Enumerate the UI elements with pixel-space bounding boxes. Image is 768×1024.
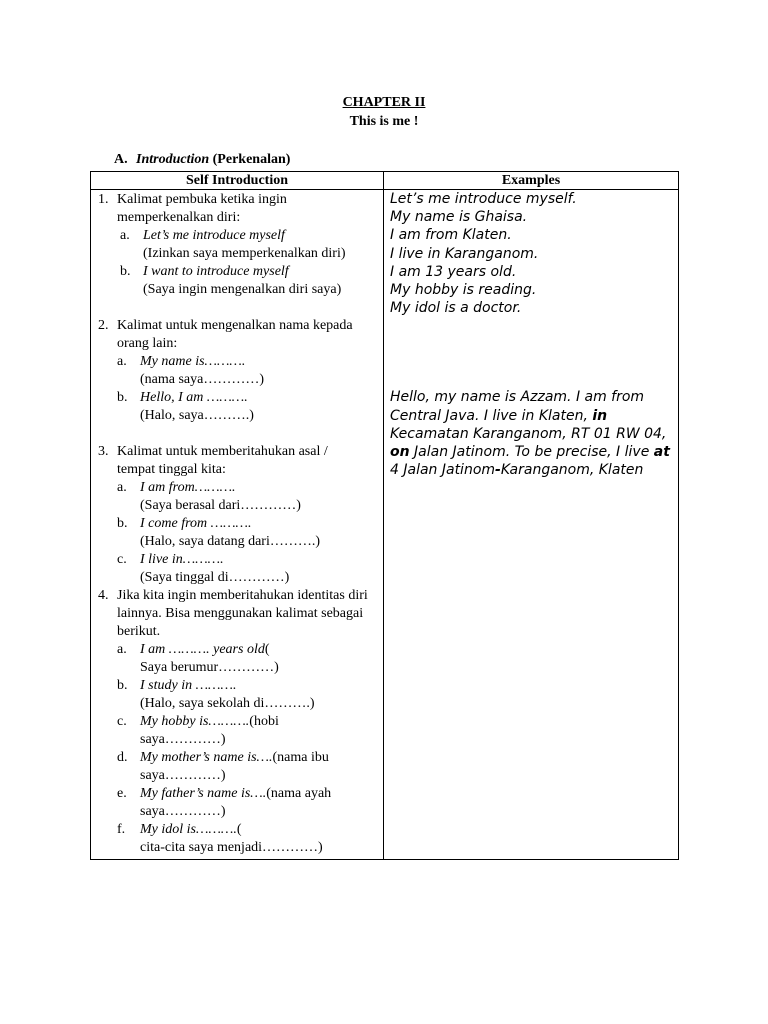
list-item [91, 191, 383, 227]
sub-indonesian: (Halo, saya datang dari……….) [140, 534, 320, 549]
paragraph-text: Jalan Jatinom. To be precise, I live [409, 444, 654, 461]
sub-letter: b. [117, 516, 128, 531]
sub-item [91, 551, 383, 587]
sub-english: My hobby is………. [140, 714, 250, 729]
sub-item [91, 641, 383, 677]
sub-letter: a. [120, 228, 130, 243]
sub-english: I want to introduce myself [143, 264, 289, 279]
sub-indonesian: saya…………) [140, 804, 226, 819]
sub-item [91, 515, 383, 551]
sub-english: Hello, I am ………. [140, 390, 248, 405]
sub-english: I come from ………. [140, 516, 252, 531]
item-text: Kalimat untuk memberitahukan asal / tempat tinggal kita: [117, 444, 328, 477]
sub-indonesian: (nama saya…………) [140, 372, 265, 387]
paragraph-text: Kecamatan Karanganom, RT 01 RW 04, [390, 425, 667, 442]
list-item [91, 443, 383, 479]
sub-english-tail: ( [264, 642, 270, 657]
item-number: 1. [98, 192, 109, 207]
sub-item [91, 263, 383, 299]
sub-indonesian: Saya berumur…………) [140, 660, 279, 675]
sub-letter: a. [117, 480, 127, 495]
preposition-at: at [653, 444, 670, 461]
sub-letter: b. [117, 678, 128, 693]
sub-letter: b. [117, 390, 128, 405]
paragraph-dash: - [495, 462, 501, 479]
section-title-italic: Introduction [136, 152, 210, 167]
sub-indonesian: (Saya berasal dari…………) [140, 498, 301, 513]
sub-indonesian: saya…………) [140, 732, 226, 747]
sub-letter: b. [120, 264, 131, 279]
sub-english: I study in ………. [140, 678, 237, 693]
sub-indonesian: saya…………) [140, 768, 226, 783]
table-header-row [91, 172, 679, 190]
example-line: I am 13 years old. [390, 263, 517, 280]
example-paragraph [390, 388, 674, 479]
preposition-on: on [390, 444, 410, 461]
list-item [91, 317, 383, 353]
section-heading [114, 151, 290, 169]
sub-english: Let’s me introduce myself [143, 228, 285, 243]
example-line: I live in Karanganom. [390, 245, 539, 262]
sub-english: I live in………. [140, 552, 224, 567]
introduction-table [90, 171, 679, 860]
sub-letter: d. [117, 750, 128, 765]
sub-letter: e. [117, 786, 127, 801]
sub-english: My father’s name is…. [140, 786, 267, 801]
sub-indonesian: cita-cita saya menjadi…………) [140, 840, 323, 855]
example-line: My hobby is reading. [390, 282, 537, 299]
chapter-title: CHAPTER II [342, 95, 426, 110]
sub-item [91, 821, 383, 857]
example-line: I am from Klaten. [390, 227, 512, 244]
item-text: Kalimat pembuka ketika ingin memperkenalkan diri: [117, 192, 287, 225]
sub-english: My idol is………. [140, 822, 237, 837]
item-number: 4. [98, 588, 109, 603]
header-examples: Examples [384, 172, 679, 190]
sub-letter: a. [117, 354, 127, 369]
paragraph-text: Hello, my name is Azzam. I am from Central Java. I live in Klaten, [390, 389, 645, 424]
sub-indonesian: (Izinkan saya memperkenalkan diri) [143, 246, 346, 261]
sub-indonesian: (Saya tinggal di…………) [140, 570, 290, 585]
example-line: My name is Ghaisa. [390, 209, 528, 226]
sub-item [91, 353, 383, 389]
sub-item [91, 227, 383, 263]
list-item [91, 587, 383, 641]
sub-english: I am ………. years old [140, 642, 265, 657]
sub-letter: c. [117, 552, 127, 567]
sub-english-tail: ( [236, 822, 242, 837]
example-line: My idol is a doctor. [390, 300, 522, 317]
sub-indonesian: (Saya ingin mengenalkan diri saya) [143, 282, 342, 297]
sub-english: My name is………. [140, 354, 246, 369]
sub-english-tail: (nama ayah [266, 786, 332, 801]
sub-item [91, 749, 383, 785]
examples-cell [384, 190, 679, 860]
paragraph-text: Karanganom, Klaten [500, 462, 644, 479]
table-row [91, 190, 679, 860]
sub-item [91, 785, 383, 821]
sub-letter: c. [117, 714, 127, 729]
sub-english-tail: (nama ibu [272, 750, 329, 765]
item-text: Jika kita ingin memberitahukan identitas diri lainnya. Bisa menggunakan kalimat sebagai berikut. [117, 588, 368, 639]
sub-english: My mother’s name is…. [140, 750, 273, 765]
sub-english-tail: (hobi [249, 714, 279, 729]
item-number: 3. [98, 444, 109, 459]
sub-item [91, 389, 383, 425]
item-number: 2. [98, 318, 109, 333]
sub-indonesian: (Halo, saya sekolah di……….) [140, 696, 315, 711]
paragraph-text: 4 Jalan Jatinom [390, 462, 496, 479]
example-line: Let’s me introduce myself. [390, 191, 577, 207]
sub-item [91, 713, 383, 749]
preposition-in: in [592, 407, 608, 424]
section-letter: A. [114, 152, 128, 167]
sub-item [91, 677, 383, 713]
sub-english: I am from………. [140, 480, 236, 495]
sub-indonesian: (Halo, saya……….) [140, 408, 254, 423]
header-self-introduction: Self Introduction [91, 172, 384, 190]
item-text: Kalimat untuk mengenalkan nama kepada orang lain: [117, 318, 353, 351]
chapter-subtitle: This is me ! [349, 114, 419, 129]
sub-item [91, 479, 383, 515]
sub-letter: f. [117, 822, 126, 837]
section-title-rest: (Perkenalan) [212, 152, 291, 167]
self-introduction-cell [91, 190, 384, 860]
sub-letter: a. [117, 642, 127, 657]
